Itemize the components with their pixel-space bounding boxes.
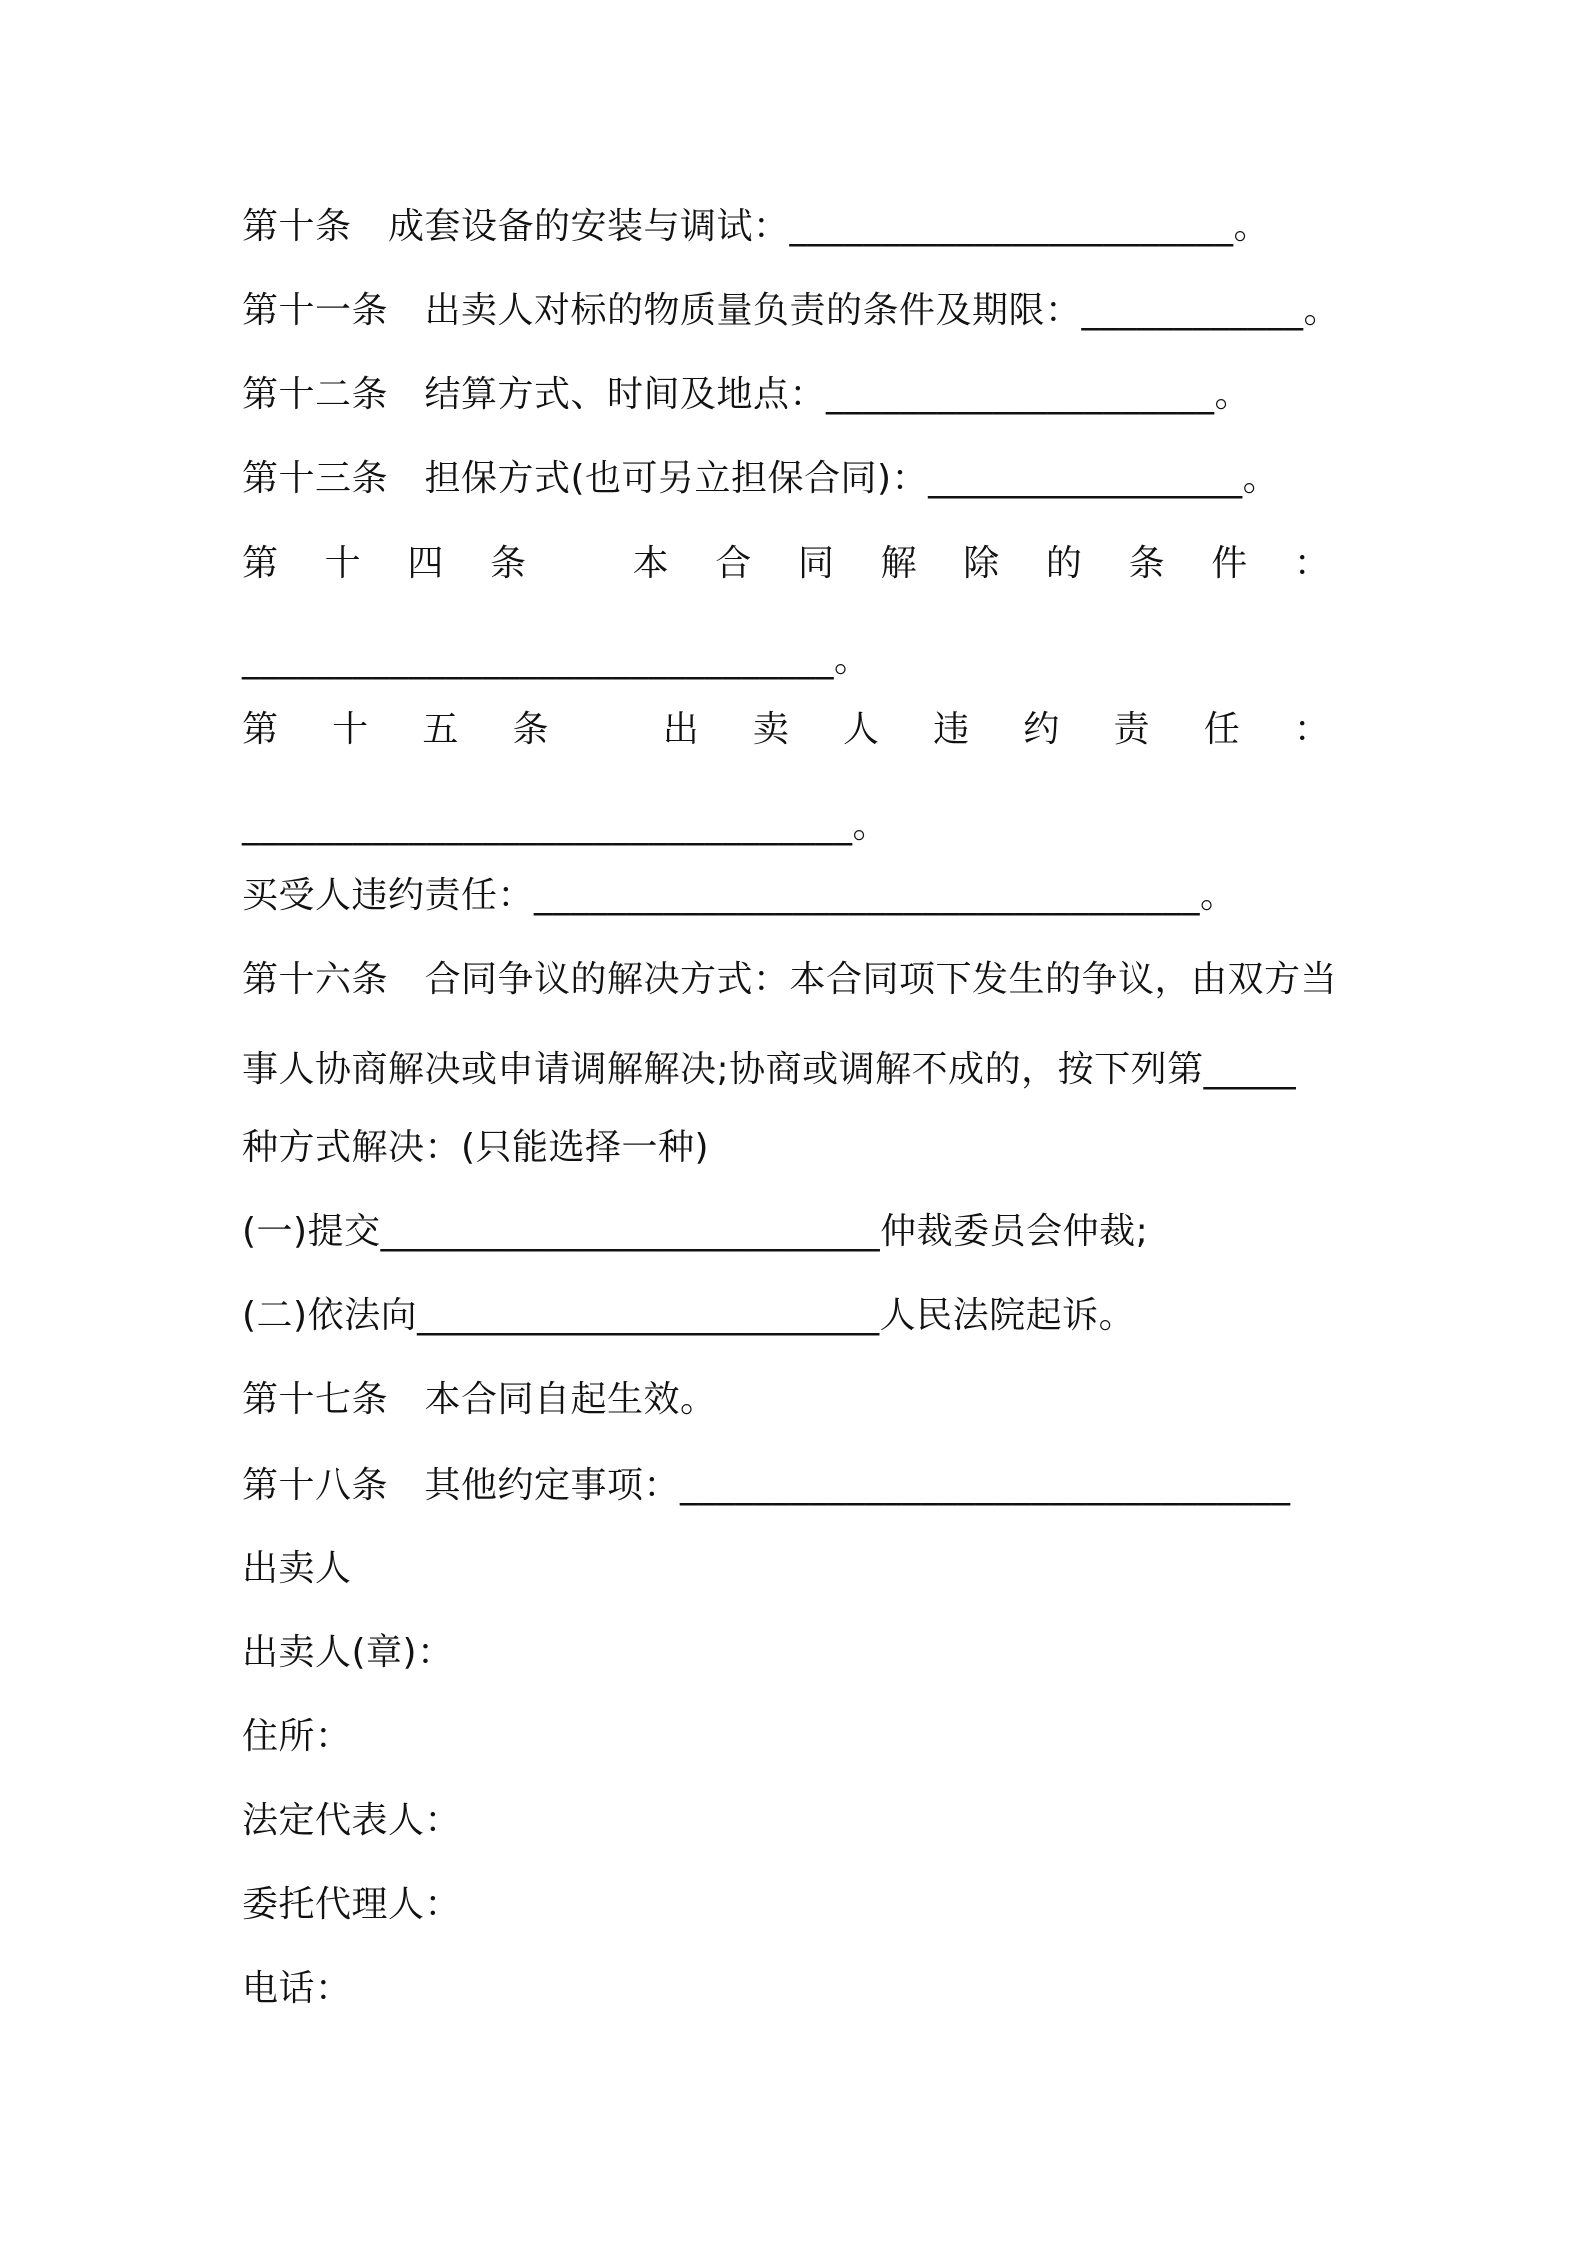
article-15-char: 条 [512, 709, 549, 750]
article-15-char: 出 [662, 709, 699, 750]
article-14-blank: ________________________________。 [242, 639, 871, 680]
article-14-char: 的 [1045, 543, 1082, 584]
address-label: 住所： [242, 1716, 352, 1757]
article-14-char: 条 [489, 543, 526, 584]
article-14-char: 除 [963, 543, 1000, 584]
article-15-blank: _________________________________。 [242, 805, 889, 846]
article-15-char: 卖 [752, 709, 789, 750]
article-15-char: 任 [1203, 709, 1240, 750]
phone-label: 电话： [242, 1968, 352, 2009]
article-14-char: 同 [797, 543, 834, 584]
article-15-char: 责 [1113, 709, 1150, 750]
article-15-char: ： [1293, 709, 1330, 750]
article-15-char: 人 [843, 709, 880, 750]
legal-representative-label: 法定代表人： [242, 1800, 462, 1841]
authorized-agent-label: 委托代理人： [242, 1884, 462, 1925]
article-15-char: 约 [1023, 709, 1060, 750]
article-15-char: 第 [242, 709, 279, 750]
article-14-char: 十 [324, 543, 361, 584]
dispute-option-litigation: (二)依法向_________________________人民法院起诉。 [242, 1295, 1136, 1336]
article-14-char: 合 [715, 543, 752, 584]
dispute-option-arbitration: (一)提交___________________________仲裁委员会仲裁; [242, 1211, 1149, 1252]
article-16-line-1: 第十六条 合同争议的解决方式：本合同项下发生的争议，由双方当 [242, 959, 1338, 1000]
article-17: 第十七条 本合同自起生效。 [242, 1379, 717, 1420]
article-12: 第十二条 结算方式、时间及地点：_____________________。 [242, 374, 1252, 415]
article-18: 第十八条 其他约定事项：_________________________________ [242, 1465, 1291, 1506]
article-14-char: 件 [1211, 543, 1248, 584]
article-15-heading [242, 706, 1330, 754]
article-14-char: 解 [880, 543, 917, 584]
article-14-char: 第 [242, 543, 279, 584]
seller-seal-label: 出卖人(章)： [242, 1632, 454, 1673]
article-15-char: 违 [933, 709, 970, 750]
article-13: 第十三条 担保方式(也可另立担保合同)：_________________。 [242, 458, 1280, 499]
article-14-char: 四 [407, 543, 444, 584]
article-14-char: ： [1293, 543, 1330, 584]
buyer-liability: 买受人违约责任：____________________________________。 [242, 875, 1237, 916]
article-14-char: 本 [632, 543, 669, 584]
article-14-heading [242, 540, 1330, 588]
article-10: 第十条 成套设备的安装与调试：________________________。 [242, 206, 1271, 247]
article-14-char: 条 [1128, 543, 1165, 584]
article-16-line-2: 事人协商解决或申请调解解决;协商或调解不成的，按下列第_____ [242, 1049, 1297, 1090]
seller-heading: 出卖人 [242, 1548, 352, 1589]
article-15-char: 十 [332, 709, 369, 750]
article-15-char: 五 [422, 709, 459, 750]
article-11: 第十一条 出卖人对标的物质量负责的条件及期限：____________。 [242, 290, 1341, 331]
article-16-line-3: 种方式解决：(只能选择一种) [242, 1127, 710, 1168]
